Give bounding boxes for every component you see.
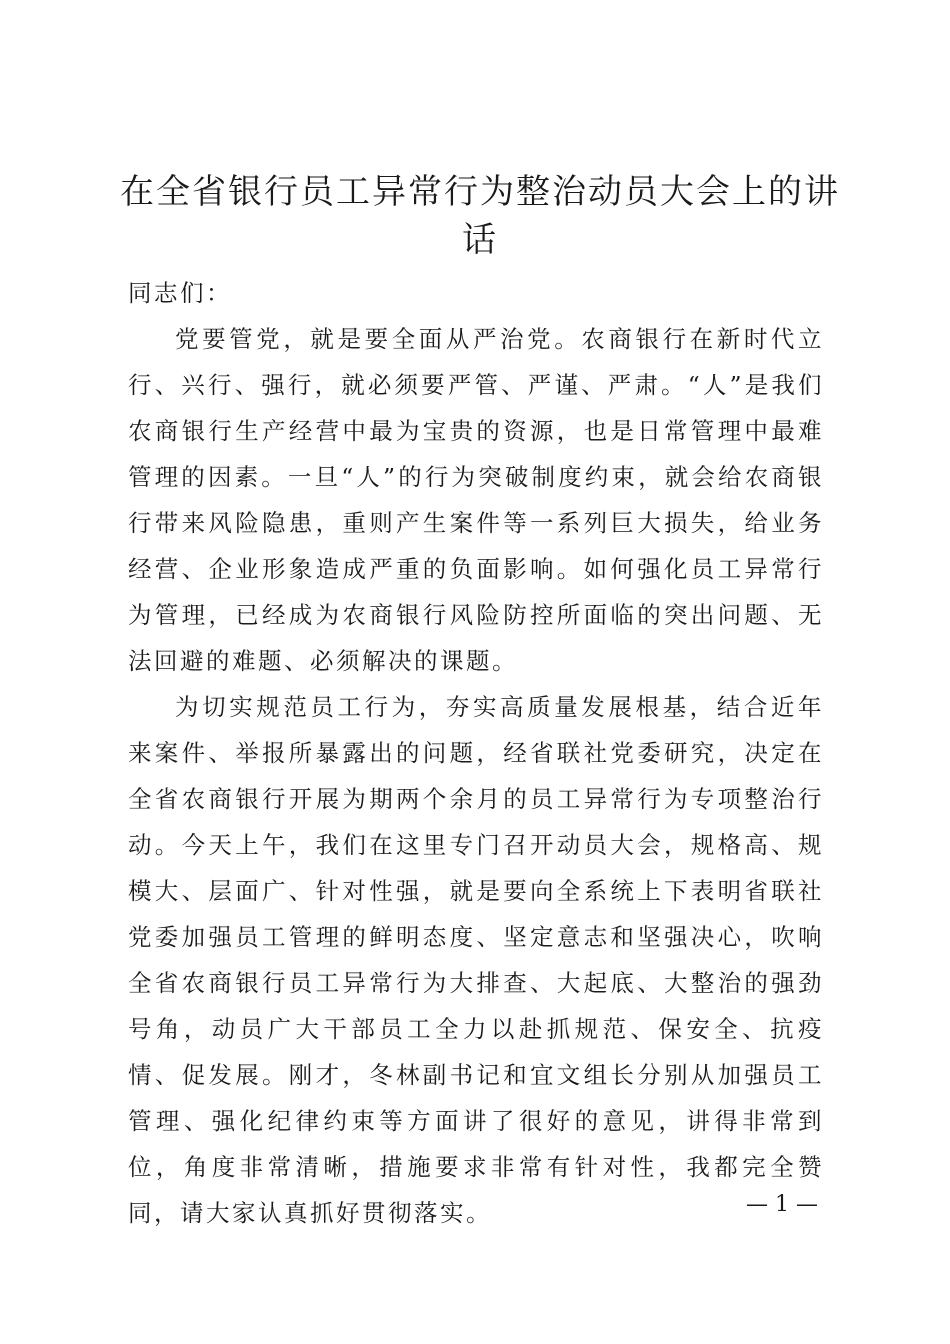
paragraph-1: 党要管党，就是要全面从严治党。农商银行在新时代立行、兴行、强行，就必须要严管、严谨、严肃。“人”是我们农商银行生产经营中最为宝贵的资源，也是日常管理中最难管理的因素。一旦“人”的行为突破制度约束，就会给农商银行带来风险隐患，重则产生案件等一系列巨大损失，给业务经营、企业形象造成严重的负面影响。如何强化员工异常行为管理，已经成为农商银行风险防控所面临的突出问题、无法回避的难题、必须解决的课题。	[128, 325, 824, 675]
salutation: 同志们：	[128, 279, 232, 307]
document-body	[128, 270, 824, 1236]
document-title: 在全省银行员工异常行为整治动员大会上的讲话	[120, 172, 840, 260]
page-number: — 1 —	[746, 1192, 818, 1217]
paragraph-2: 为切实规范员工行为，夯实高质量发展根基，结合近年来案件、举报所暴露出的问题，经省联社党委研究，决定在全省农商银行开展为期两个余月的员工异常行为专项整治行动。今天上午，我们在这里专门召开动员大会，规格高、规模大、层面广、针对性强，就是要向全系统上下表明省联社党委加强员工管理的鲜明态度、坚定意志和坚强决心，吹响全省农商银行员工异常行为大排查、大起底、大整治的强劲号角，动员广大干部员工全力以赴抓规范、保安全、抗疫情、促发展。刚才，冬林副书记和宜文组长分别从加强员工管理、强化纪律约束等方面讲了很好的意见，讲得非常到位，角度非常清晰，措施要求非常有针对性，我都完全赞同，请大家认真抓好贯彻落实。	[128, 693, 824, 1227]
